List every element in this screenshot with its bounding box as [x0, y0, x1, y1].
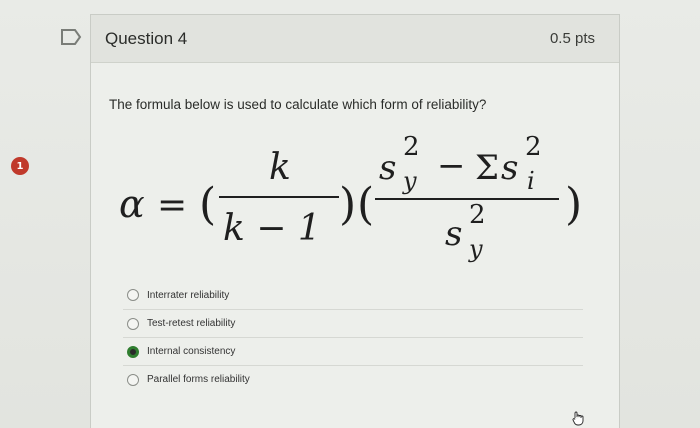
question-header: [91, 15, 619, 63]
formula-num-sub: y: [403, 167, 417, 195]
radio-button[interactable]: [127, 374, 139, 386]
answer-label: Interrater reliability: [147, 289, 230, 301]
formula-num-s: s: [379, 148, 397, 188]
answer-option-parallel-forms[interactable]: [123, 365, 583, 393]
answer-label: Test-retest reliability: [147, 318, 236, 329]
answer-list: [123, 281, 583, 393]
question-title: Question 4: [105, 28, 188, 48]
formula-left-paren: (: [199, 179, 217, 230]
alert-badge: 1: [11, 157, 29, 175]
answer-option-test-retest[interactable]: [123, 309, 583, 337]
formula-den-s: s: [445, 214, 463, 254]
formula-left-paren-2: (: [357, 179, 375, 230]
formula-equals: =: [157, 185, 188, 226]
answer-label: Internal consistency: [147, 346, 236, 357]
radio-button[interactable]: [127, 318, 139, 330]
formula-num-sup: 2: [403, 132, 420, 162]
hand-cursor-icon: [570, 410, 586, 426]
question-card: [90, 14, 620, 428]
formula-num-s2: s: [501, 148, 519, 188]
radio-button[interactable]: [127, 289, 139, 301]
formula-k-numerator: k: [269, 147, 291, 188]
formula-alpha: α: [119, 182, 145, 226]
formula-den-sub: y: [469, 235, 483, 263]
answer-option-internal-consistency[interactable]: [123, 337, 583, 365]
formula-minus: −: [437, 146, 466, 186]
question-prompt: The formula below is used to calculate which form of reliability?: [109, 97, 487, 112]
formula-num-sub2: i: [527, 167, 535, 195]
formula-den-sup: 2: [469, 200, 486, 230]
formula-num-sup2: 2: [525, 132, 542, 162]
answer-label: Parallel forms reliability: [147, 374, 250, 385]
flag-question-icon[interactable]: [60, 28, 82, 46]
cronbach-alpha-formula: [119, 127, 599, 282]
formula-right-paren-2: ): [565, 179, 583, 230]
answer-option-interrater[interactable]: [123, 281, 583, 309]
formula-k-denominator: k − 1: [223, 208, 321, 249]
formula-sigma: Σ: [475, 148, 500, 188]
formula-right-paren-1: ): [339, 179, 357, 230]
question-points: 0.5 pts: [549, 30, 595, 47]
radio-button-selected[interactable]: [127, 346, 139, 358]
